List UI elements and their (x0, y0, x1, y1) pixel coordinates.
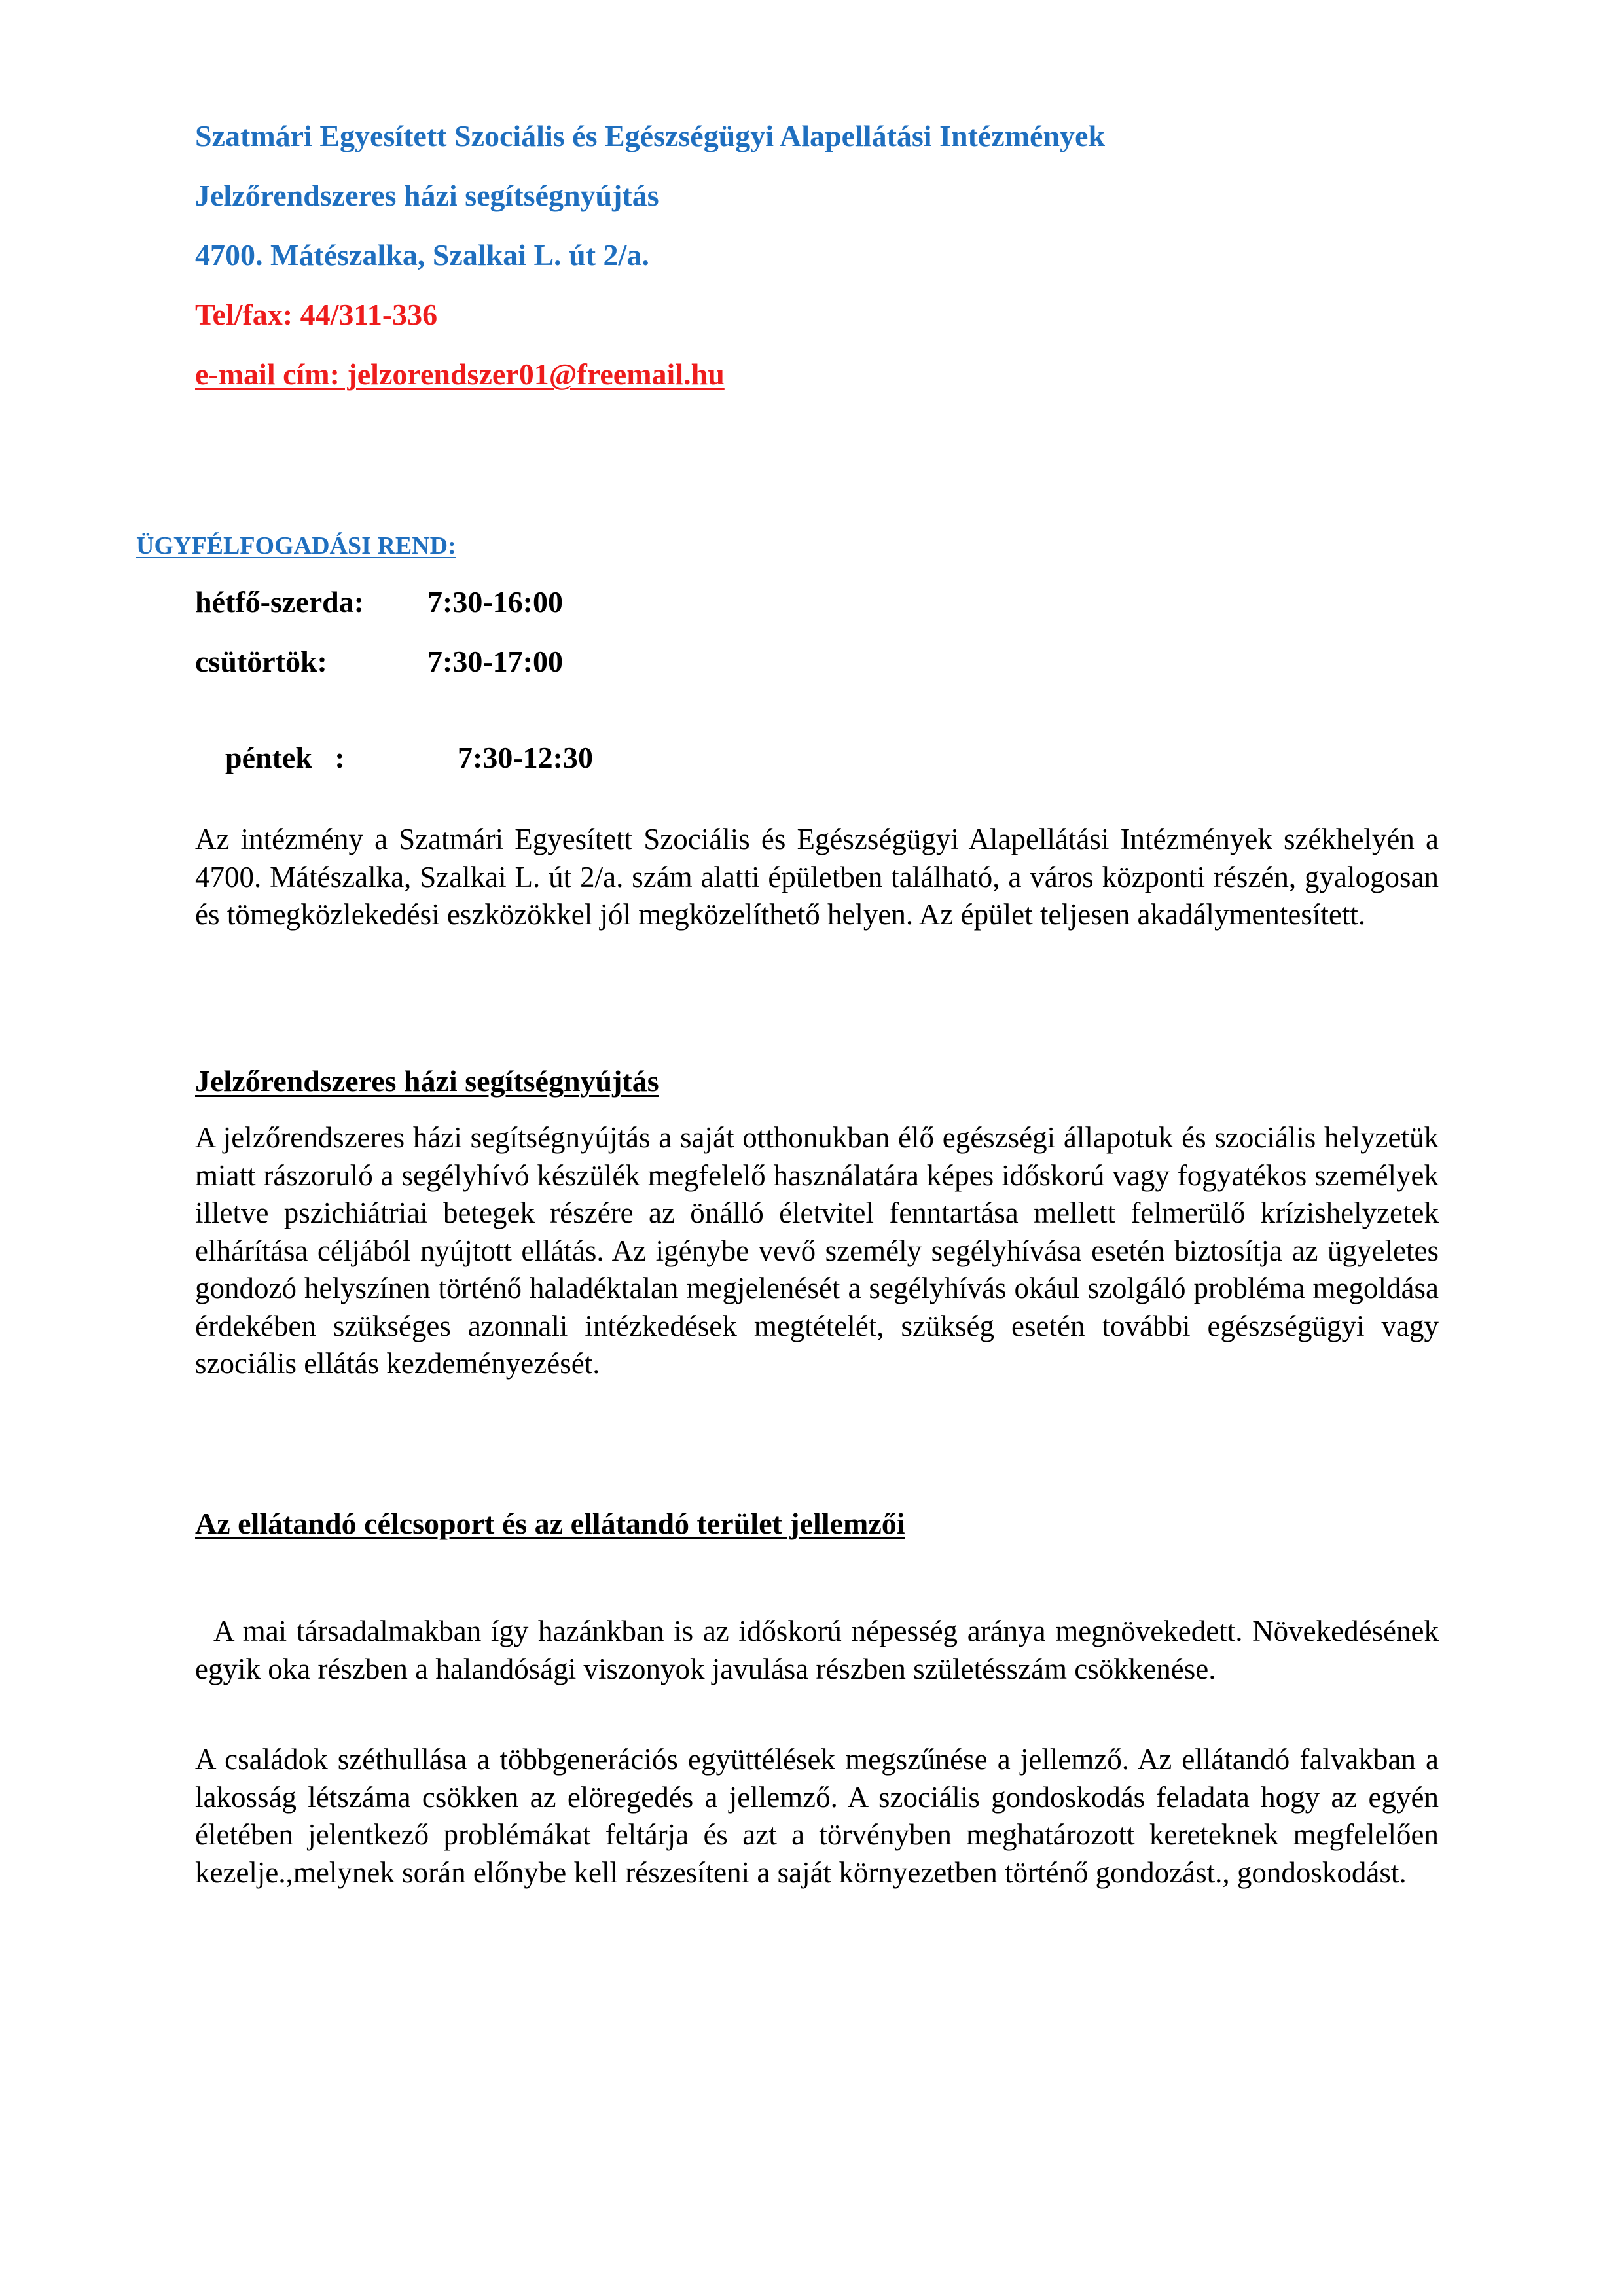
target-group-paragraph-1: A mai társadalmakban így hazánkban is az időskorú népesség aránya megnövekedett. Növekedésének egyik oka részben a halandósági viszonyok javulása részben születésszám csökkenése. (195, 1615, 1439, 1685)
section-title-alarm-service: Jelzőrendszeres házi segítségnyújtás (195, 1064, 659, 1098)
intro-paragraph: Az intézmény a Szatmári Egyesített Szociális és Egészségügyi Alapellátási Intézmények székhelyén a 4700. Mátészalka, Szalkai L. út 2/a. szám alatti épületben található, a város központi részén, gyalogosan és tömegközlekedési eszközökkel jól megközelíthető helyen. Az épület teljesen akadálymentesített. (195, 823, 1439, 931)
phone-fax: Tel/fax: 44/311-336 (195, 298, 438, 331)
office-hours-row (195, 703, 593, 813)
section-title-target-group: Az ellátandó célcsoport és az ellátandó terület jellemzői (195, 1507, 905, 1540)
office-hours-time: 7:30-12:30 (458, 741, 593, 774)
office-hours-day: péntek : (225, 741, 345, 774)
alarm-service-description: A jelzőrendszeres házi segítségnyújtás a saját otthonukban élő egészségi állapotuk és szociális helyzetük miatt rászoruló a segélyhívó készülék megfelelő használatára képes időskorú vagy fogyatékos személyek illetve pszichiátriai betegek részére az önálló életvitel fenntartása mellett felmerülő krízishelyzetek elhárítása céljából nyújtott ellátás. Az igénybe vevő személy segélyhívása esetén biztosítja az ügyeletes gondozó helyszínen történő haladéktalan megjelenését a segélyhívás okául szolgáló probléma megoldása érdekében szükséges azonnali intézkedések megtételét, szükség esetén további egészségügyi vagy szociális ellátás kezdeményezését. (195, 1121, 1439, 1380)
target-group-paragraph-2: A családok széthullása a többgenerációs együttélések megszűnése a jellemző. Az ellátandó falvakban a lakosság létszáma csökken az elöregedés a jellemző. A szociális gondoskodás feladata hogy az egyén életében jelentkező problémákat feltárja és azt a törvényben meghatározott kereteknek megfelelően kezelje.,melynek során előnybe kell részesíteni a saját környezetben történő gondozást., gondoskodást. (195, 1743, 1439, 1889)
office-hours-day: csütörtök: (195, 645, 327, 678)
office-hours-title: ÜGYFÉLFOGADÁSI REND: (136, 532, 456, 560)
institution-name: Szatmári Egyesített Szociális és Egészségügyi Alapellátási Intézmények (195, 119, 1106, 152)
office-hours-day: hétfő-szerda: (195, 585, 365, 619)
office-hours-row (195, 584, 563, 620)
address: 4700. Mátészalka, Szalkai L. út 2/a. (195, 238, 649, 272)
office-hours-row (195, 643, 563, 680)
service-name: Jelzőrendszeres házi segítségnyújtás (195, 179, 659, 212)
office-hours-time: 7:30-17:00 (427, 645, 563, 678)
office-hours-time: 7:30-16:00 (427, 585, 563, 619)
email-link[interactable]: e-mail cím: jelzorendszer01@freemail.hu (195, 357, 725, 391)
